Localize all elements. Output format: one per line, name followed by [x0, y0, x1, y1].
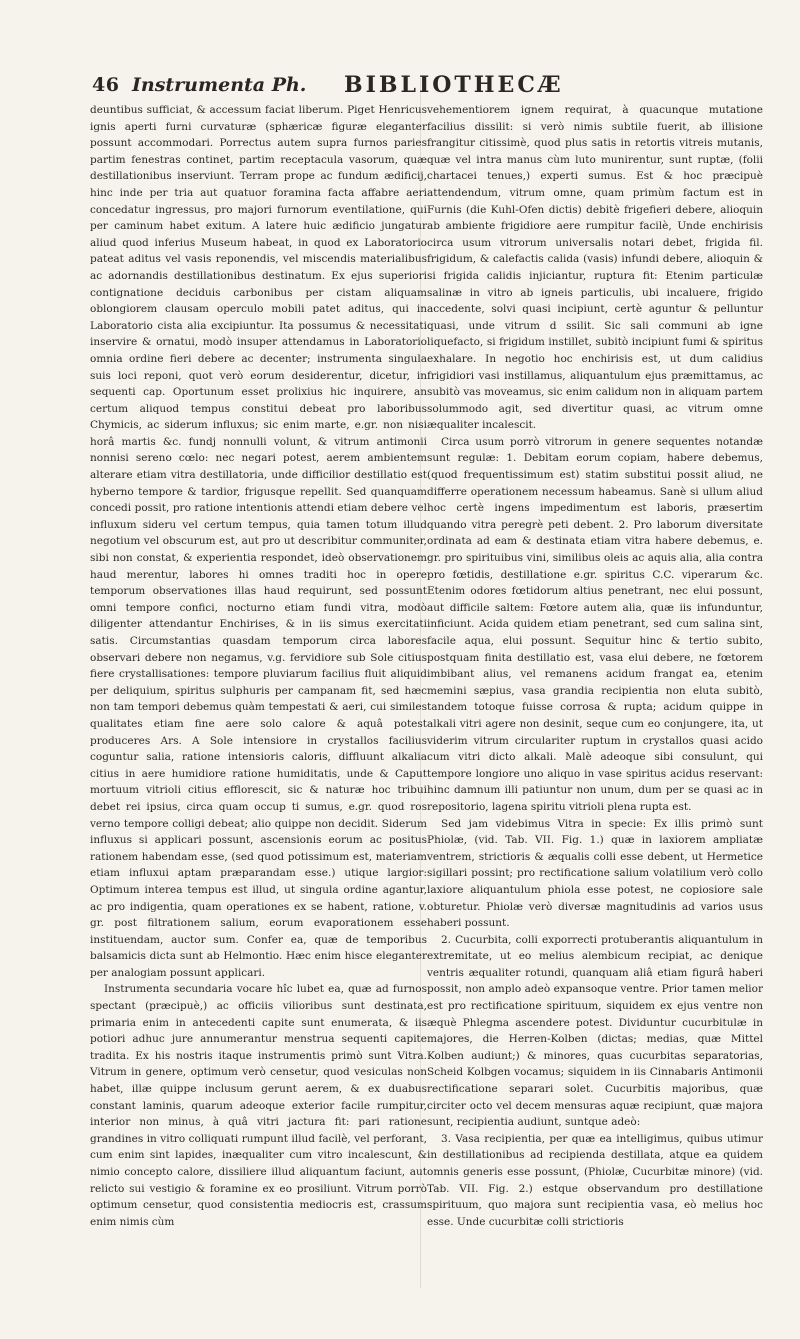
running-head-right: BIBLIOTHECÆ [344, 72, 564, 98]
paragraph: Sed jam videbimus Vitra in specie: Ex illis primò sunt Phiolæ, (vid. Tab. VII. Fig. 1.) quæ in laxiorem ampliatæ ventrem, strictioris & æqualis colli esse debent, ut Hermetice sigillari possint; pro rectificatione salium volatilium verò collo laxiore aliquantulum phiola esse potest, ne copiosiore sale obturetur. Phiolæ verò diversæ magnitudinis ad varios usus haberi possunt. [427, 817, 763, 930]
left-column [90, 102, 427, 1230]
paragraph: 3. Vasa recipientia, per quæ ea intelligimus, quibus utimur in destillationibus ad recipienda destillata, atque ea quidem omnis generis esse possunt, (Phiolæ, Cucurbitæ minore) (vid. Tab. VII. Fig. 2.) estque observandum pro destillatione spirituum, quo majora sunt recipientia vasa, eò melius hoc esse. Unde cucurbitæ colli strictioris [427, 1132, 763, 1228]
paragraph: vehementiorem ignem requirat, à quacunque mutatione facilius dissilit: si verò nimis subtile fuerit, ab illisione frangitur citissimè, quod plus satis in retortis vitreis mutanis, quæ vel intra manus cùm luto munirentur, sunt ruptæ, (folii chartacei tenues,) experti sumus. Est & hoc præcipuè attendendum, vitrum omne, quam primùm factum est in Furnis (die Kuhl-Ofen dictis) debitè frigefieri debere, alioquin ab ambiente frigidiore aere rumpitur facilè, Unde enchirisis circa usum vitrorum universalis notari debet, frigida fil. frigidum, & calefactis calida (vasis) infundi debere, alioquin & si frigida calidis injiciantur, ruptura fit: Etenim particulæ salinæ in vitro ab igneis particulis, ubi incaluere, frigido accedente, solvi quasi incipiunt, certè aguntur & pelluntur quasi, unde vitrum d ssilit. Sic sali communi ab igne liquefacto, si frigidum instillet, subitò incipiunt fumi & spiritus exhalare. In negotio hoc enchirisis est, ut dum calidius frigidiori vasi instillamus, aliquantulum ejus præmittamus, ac subitò vas moveamus, sic enim calidum non in aliquam partem solummodo agit, sed divertitur quasi, ac vitrum omne æqualiter incalescit. [427, 104, 763, 432]
paragraph: deuntibus sufficiat, & accessum faciat liberum. Piget Henricus ignis aperti furni curvaturæ (sphæricæ figuræ eleganter possunt accommodari. Porrectus autem supra furnos paries partim fenestras continet, partim receptacula vasorum, quæ destillationibus inserviunt. Terram prope ac fundum ædificij, hinc inde per tria aut quatuor foramina facta affabre aeri concedatur ingressus, pro majori furnorum eventilatione, qui per caminum habet exitum. A latere huic ædificio jungatur aliud quod inferius Museum habeat, in quod ex Laboratorio pateat aditus vel vasis reponendis, vel miscendis materialibus ac adornandis destillationibus destinatum. Ex ejus superiori contignatione deciduis carbonibus per cistam aliquam oblongiorem clausam operculo mobili patet aditus, qui in Laboratorio cista alia excipiuntur. Ita possumus & necessitati inservire & ornatui, modò insuper attendamus in Laboratorio omnia ordine fieri debere ac decenter; instrumenta singula suis loci reponi, quot verò eorum desiderentur, dicetur, in sequenti cap. Oportunum esset prolixius hic inquirere, an certum aliquod tempus constitui debeat pro laboribus Chymicis, ac siderum influxus; sic enim marte, e.gr. non nisi horâ martis &c. fundj nonnulli volunt, & vitrum antimonii nonnisi sereno cœlo: nec negari potest, aerem ambientem alterare etiam vitra destillatoria, unde difficilior destillatio est hyberno tempore & tardior, frigusque repellit. Sed quanquam concedi possit, pro ratione intentionis attendi etiam debere vel influxum sideru vel certum tempus, quia tamen totum illud negotium vel obscurum est, aut pro ut describitur communiter, sibi non constat, & experientia respondet, ideò observationem haud merentur, labores hi omnes traditi hoc in opere temporum observationes illas haud requirunt, sed possunt omni tempore confici, nocturno etiam fundi vitra, modò diligenter attendantur Enchirises, & in iis simus exercitati satis. Circumstantias quasdam temporum circa labores observari debere non negamus, v.g. fervidiore sub Sole citius fiere crystallisationes: tempore pluviarum facilius fluit aliquid per deliquium, spiritus sulphuris per campanam fit, sed hæc non tam tempori debemus quàm tempestati & aeri, cui similes qualitates etiam fine aere solo calore & aquâ potest produceres Ars. A Sole intensiore in crystallos facilius coguntur salia, ratione intensioris caloris, diffluunt alkalia citius in aere humidiore ratione humiditatis, unde & Caput mortuum vitrioli citius efflorescit, sic & naturæ hoc tribui debet rei ipsius, circa quam occup ti sumus, e.gr. quod ros verno tempore colligi debeat; alio quippe non decidit. Siderum influxus si applicari possunt, ascensionis eorum ac positus rationem habendam esse, (sed quod potissimum est, materiam etiam influxui aptam præparandam esse.) utique largior: Optimum interea tempus est illud, ut singula ordine agantur, ac pro indigentia, quam operationes ex se habent, ratione, v. gr. post filtrationem salium, eorum evaporationem esse instituendam, auctor sum. Confer ea, quæ de temporibus balsamicis dicta sunt ab Helmontio. Hæc enim hisce eleganter per analogiam possunt applicari. [90, 104, 427, 979]
right-column [427, 102, 763, 1230]
paragraph: 2. Cucurbita, colli exporrecti protuberantis aliquantulum in extremitate, ut eo melius alembicum recipiat, ac denique ventris æqualiter rotundi, quanquam aliâ etiam figurâ haberi possit, non amplo adeò expansoque ventre. Prior tamen melior est pro rectificatione spirituum, siquidem ex ejus ventre non æquè Phlegma ascendere potest. Dividuntur cucurbitulæ in majores, die Herren-Kolben (dictas; medias, quæ Mittel Kolben audiunt;) & minores, quas cucurbitas separatorias, Scheid Kolbgen vocamus; siquidem in iis Cinnabaris Antimonii rectificatione separari solet. Cucurbitis majoribus, quæ circiter octo vel decem mensuras aquæ recipiunt, quæ majora sunt, recipientia audiunt, suntque adeò: [427, 933, 763, 1129]
page-header [92, 72, 772, 100]
running-head-left: Instrumenta Ph. [132, 74, 307, 96]
page-number: 46 [92, 74, 120, 96]
paragraph: Instrumenta secundaria vocare hîc lubet ea, quæ ad furnos spectant (præcipuè,) ac officiis vilioribus sunt destinata, primaria enim in antecedenti capite sunt enumerata, & iis potiori adhuc jure annumerantur menstrua sequenti capite tradita. Ex his nostris itaque instrumentis primò sunt Vitra. Vitrum in genere, optimum verò censetur, quod vesiculas non habet, illæ quippe inclusum gerunt aerem, & ex duabus constant laminis, quarum adeoque exterior facile rumpitur, interior non minus, à quâ vitri jactura fit: pari ratione grandines in vitro colliquati rumpunt illud facilè, vel perforant, cum enim sint lapides, inæqualiter cum vitro incalescunt, & nimio concepto calore, dissiliere illud aliquantum faciunt, aut relicto sui vestigio & foramine ex eo prosiliunt. Vitrum porrò optimum censetur, quod consistentia mediocris est, crassum enim nimis cùm [90, 983, 427, 1228]
paragraph: Circa usum porrò vitrorum in genere sequentes notandæ sunt regulæ: 1. Debitam eorum copiam, habere debemus, (quod frequentissimum est) statim substitui possit aliud, ne differre operationem necessum habeamus. Sanè si ullum aliud hoc certè ingens impedimentum est laboris, præsertim quando vitra peregrè peti debent. 2. Pro laborum diversitate ordinata ad eam & destinata etiam vitra habere debemus, e. gr. pro spirituibus vini, similibus oleis ac aquis alia, alia contra pro fœtidis, destillatione e.gr. spiritus C.C. viperarum &c. Etenim odores fœtidorum altius penetrant, nec elui possunt, aut difficile saltem: Fœtore autem alia, quæ iis infunduntur, inficiunt. Acida quidem etiam penetrant, sed cum salina sint, facile aqua, elui possunt. Sequitur hinc & tertio subito, postquam finita destillatio est, vasa elui debere, ne fœtorem imbibant alius, vel remanens acidum frangat ea, etenim memini sæpius, vasa grandia recipientia non eluta subitò, tandem totoque fuisse corrosa & rupta; acidum quippe in alkali vitri agere non desinit, seque cum eo conjungere, ita, ut viderim vitrum circulariter ruptum in crystallos quasi acido cum vitri dicto alkali. Malè adeoque sibi consulunt, qui tempore longiore uno aliquo in vase spiritus acidus reservant: hinc damnum illi patiuntur non unum, dum per se quasi ac in repositorio, lagena spiritu vitrioli plena rupta est. [427, 435, 763, 813]
